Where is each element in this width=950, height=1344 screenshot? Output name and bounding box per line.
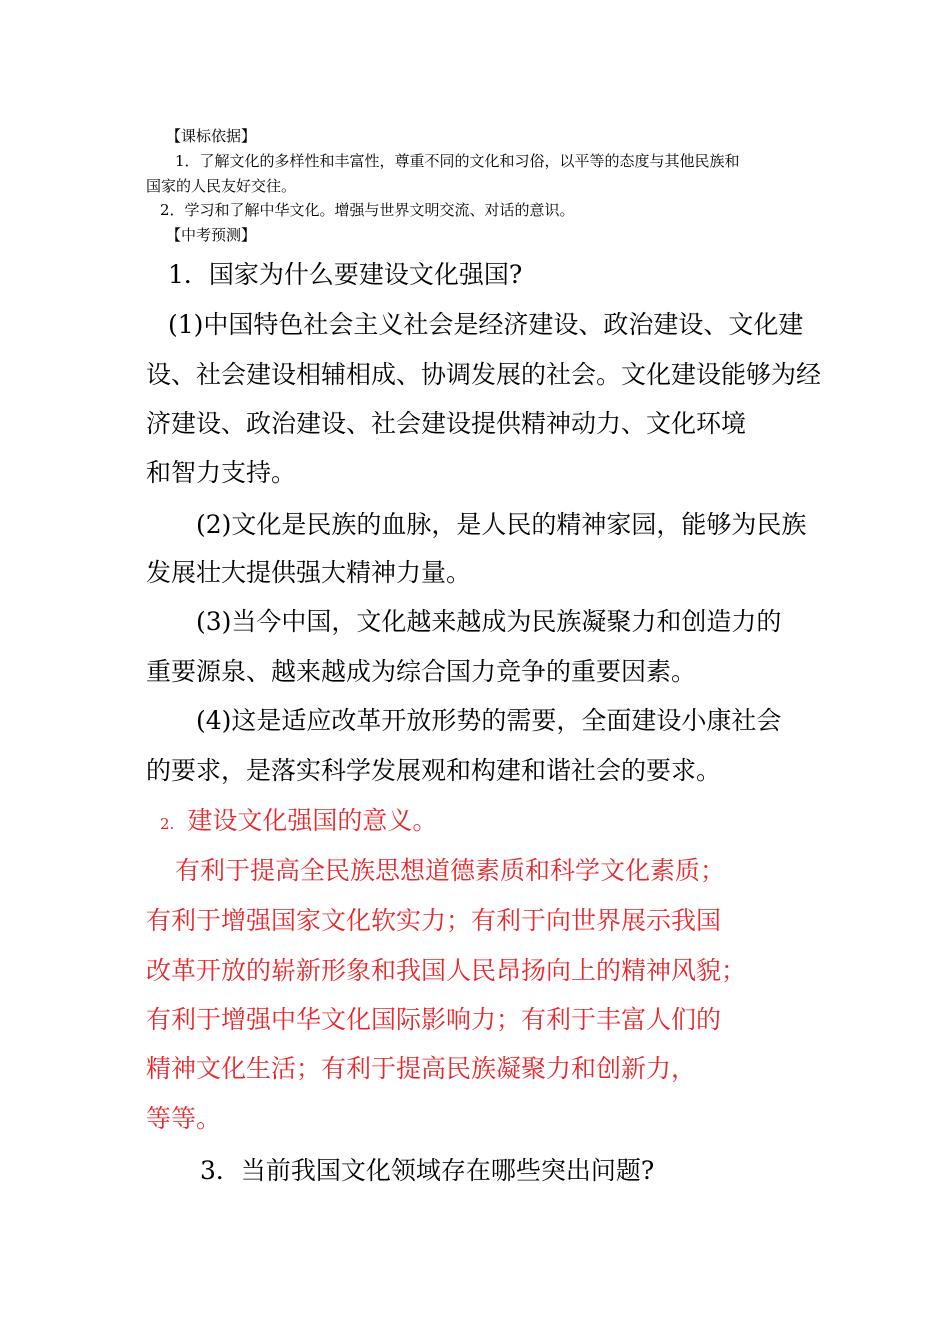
q2-line4: 有利于增强中华文化国际影响力；有利于丰富人们的: [146, 1005, 722, 1034]
q2-line3: 改革开放的崭新形象和我国人民昂扬向上的精神风貌；: [146, 956, 747, 985]
q2-line2: 有利于增强国家文化软实力；有利于向世界展示我国: [146, 906, 722, 935]
q1-title: 1．国家为什么要建设文化强国?: [168, 260, 523, 289]
q1-p4-line2: 的要求，是落实科学发展观和构建和谐社会的要求。: [146, 756, 722, 785]
q2-line5: 精神文化生活；有利于提高民族凝聚力和创新力，: [146, 1054, 697, 1083]
zhongkao-heading: 【中考预测】: [166, 226, 257, 244]
q1-p2-line1: (2)文化是民族的血脉，是人民的精神家园，能够为民族: [196, 510, 807, 539]
q1-p1-line4: 和智力支持。: [146, 458, 297, 487]
q2-title: 建设文化强国的意义。: [187, 806, 438, 835]
q1-p3-line2: 重要源泉、越来越成为综合国力竞争的重要因素。: [146, 657, 697, 686]
q1-p1-line2: 设、社会建设相辅相成、协调发展的社会。文化建设能够为经: [146, 360, 822, 389]
q1-p2-line2: 发展壮大提供强大精神力量。: [146, 558, 472, 587]
q1-p4-line1: (4)这是适应改革开放形势的需要，全面建设小康社会: [196, 706, 782, 735]
q1-p3-line1: (3)当今中国，文化越来越成为民族凝聚力和创造力的: [196, 607, 782, 636]
q2-line1: 有利于提高全民族思想道德素质和科学文化素质；: [175, 856, 726, 885]
kebiao-heading: 【课标依据】: [166, 127, 257, 145]
q3-title: 3．当前我国文化领域存在哪些突出问题?: [200, 1156, 655, 1185]
q2-number: 2.: [160, 815, 175, 833]
kebiao-item1-line1: 1．了解文化的多样性和丰富性，尊重不同的文化和习俗，以平等的态度与其他民族和: [175, 152, 740, 170]
q2-line6: 等等。: [146, 1104, 222, 1133]
kebiao-item1-line2: 国家的人民友好交往。: [146, 177, 297, 195]
kebiao-item2: 2．学习和了解中华文化。增强与世界文明交流、对话的意识。: [160, 201, 575, 219]
q1-p1-line3: 济建设、政治建设、社会建设提供精神动力、文化环境: [146, 409, 747, 438]
q2-heading: [160, 808, 437, 833]
q1-p1-line1: (1)中国特色社会主义社会是经济建设、政治建设、文化建: [168, 310, 804, 339]
